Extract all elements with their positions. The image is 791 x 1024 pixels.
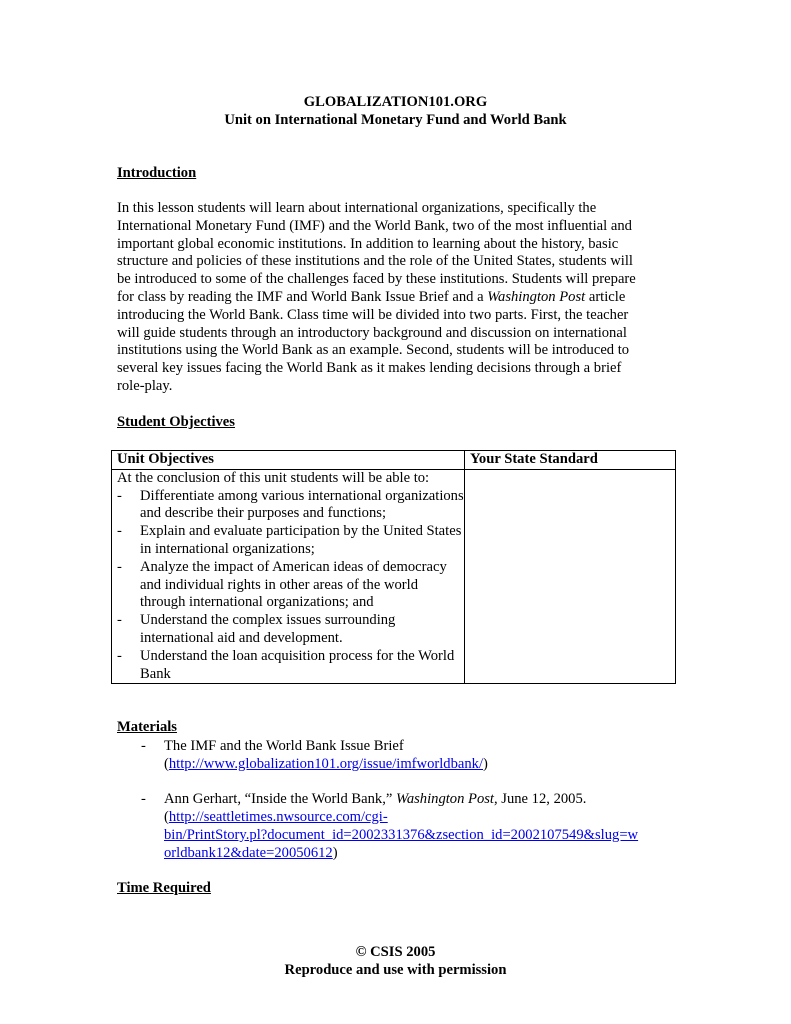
intro-line: In this lesson students will learn about international organizations, specifically the [117, 200, 597, 216]
table-row [112, 469, 676, 684]
intro-line: institutions using the World Bank as an example. Second, students will be introduced to [117, 342, 630, 359]
permission-text: Reproduce and use with permission [284, 961, 507, 978]
publication-name: Washington Post [396, 791, 494, 808]
intro-line: important global economic institutions. In addition to learning about the history, basic [117, 235, 619, 252]
intro-line: introducing the World Bank. Class time will be divided into two parts. First, the teacher [117, 306, 629, 323]
unit-objectives-cell [112, 469, 465, 684]
dash-marker: - [117, 523, 122, 540]
objective-text: Analyze the impact of American ideas of democracy and individual rights in other areas of the world through international organizations; and [140, 558, 447, 611]
introduction-heading: Introduction [117, 165, 197, 181]
objective-text: Understand the loan acquisition process for the World Bank [140, 647, 455, 682]
material-entry [164, 791, 701, 862]
dash-marker: - [141, 738, 146, 754]
material-title: The IMF and the World Bank Issue Brief [164, 738, 404, 754]
student-objectives-heading: Student Objectives [117, 414, 235, 430]
article-link[interactable]: bin/PrintStory.pl?document_id=2002331376&zsection_id=2002107549&slug=w [164, 826, 639, 843]
org-title: GLOBALIZATION101.ORG [303, 94, 488, 110]
page-footer [0, 944, 791, 980]
state-standard-header: Your State Standard [465, 451, 676, 470]
material-link-line [164, 756, 701, 774]
paren-close: ) [332, 844, 338, 861]
intro-line: be introduced to some of the challenges faced by these institutions. Students will prepare [117, 271, 636, 288]
paren-open: ( [164, 755, 169, 772]
intro-line: structure and policies of these institutions and the role of the United States, students will [117, 253, 633, 270]
copyright-text: © CSIS 2005 [355, 944, 436, 960]
issue-brief-link[interactable]: http://www.globalization101.org/issue/imfworldbank/ [168, 755, 484, 772]
spacer [141, 774, 701, 792]
objectives-intro: At the conclusion of this unit students will be able to: [117, 469, 430, 486]
state-standard-cell[interactable] [465, 469, 676, 684]
material-text: Ann Gerhart, “Inside the World Bank,” [164, 791, 396, 808]
list-item [117, 612, 464, 648]
paren-open: ( [164, 809, 169, 826]
list-item [141, 791, 701, 862]
material-text: , June 12, 2005. [493, 791, 587, 808]
material-link-line [164, 827, 701, 845]
list-item [117, 488, 464, 524]
intro-line: role-play. [117, 377, 173, 394]
dash-marker: - [117, 487, 122, 504]
document-header [0, 94, 791, 130]
materials-heading: Materials [117, 719, 177, 735]
objectives-table [111, 450, 676, 684]
material-link-line [164, 809, 701, 827]
introduction-paragraph [117, 200, 677, 396]
intro-line: will guide students through an introductory background and discussion on international [117, 324, 627, 341]
intro-line: several key issues facing the World Bank as it makes lending decisions through a brief [117, 360, 622, 377]
table-header-row [112, 451, 676, 470]
dash-marker: - [117, 558, 122, 575]
article-link[interactable]: http://seattletimes.nwsource.com/cgi- [168, 809, 388, 826]
dash-marker: - [141, 791, 146, 808]
intro-line: International Monetary Fund (IMF) and the World Bank, two of the most influential and [117, 217, 632, 234]
intro-text: article [585, 288, 626, 305]
material-title [164, 791, 701, 809]
material-entry [164, 738, 701, 774]
unit-objectives-header: Unit Objectives [112, 451, 465, 470]
material-link-line [164, 845, 701, 863]
list-item [117, 648, 464, 684]
objective-text: Differentiate among various international organizations and describe their purposes and functions; [140, 487, 464, 522]
list-item [117, 523, 464, 559]
objective-text: Explain and evaluate participation by the United States in international organizations; [140, 523, 462, 557]
intro-text: for class by reading the IMF and World Bank Issue Brief and a [117, 288, 488, 305]
materials-list [141, 738, 701, 863]
unit-title: Unit on International Monetary Fund and World Bank [224, 111, 567, 128]
intro-line [117, 289, 677, 307]
dash-marker: - [117, 612, 122, 629]
publication-name: Washington Post [487, 288, 586, 305]
objective-text: Understand the complex issues surrounding international aid and development. [140, 612, 396, 646]
list-item [117, 559, 464, 612]
list-item [141, 738, 701, 774]
time-required-heading: Time Required [117, 880, 211, 896]
dash-marker: - [117, 647, 122, 664]
article-link[interactable]: orldbank12&date=20050612 [164, 844, 333, 861]
paren-close: ) [483, 755, 488, 772]
